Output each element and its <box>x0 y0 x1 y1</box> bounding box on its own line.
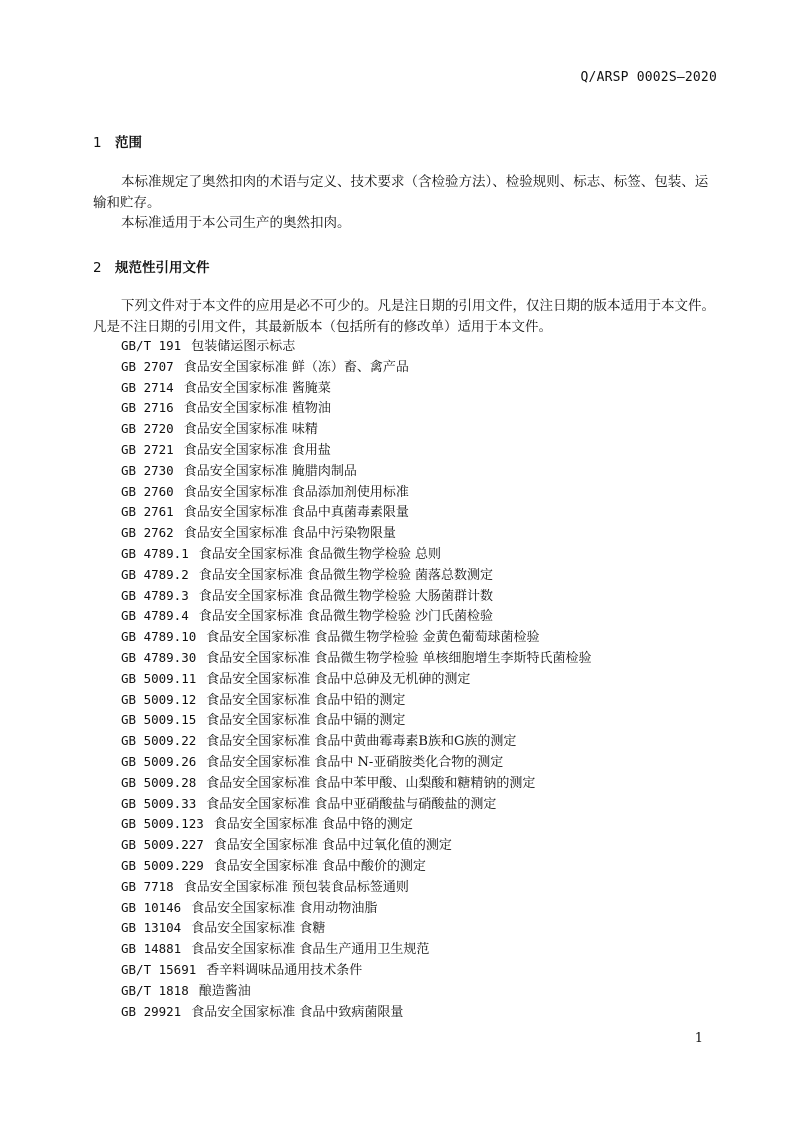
section-number: 2 <box>93 260 102 276</box>
reference-title: 食品安全国家标准 味精 <box>183 422 318 438</box>
reference-item <box>121 710 592 731</box>
reference-code: GB 4789.30 <box>121 649 197 665</box>
reference-title: 食品安全国家标准 食品中真菌毒素限量 <box>183 505 409 521</box>
reference-code: GB 14881 <box>121 941 182 957</box>
reference-item <box>121 398 592 419</box>
reference-code: GB/T 1818 <box>121 982 189 998</box>
reference-title: 食品安全国家标准 食品中铬的测定 <box>213 817 413 833</box>
reference-title: 酿造酱油 <box>198 983 251 999</box>
reference-title: 食品安全国家标准 食品中苯甲酸、山梨酸和糖精钠的测定 <box>206 775 536 791</box>
reference-title: 食品安全国家标准 食品中污染物限量 <box>183 526 396 542</box>
reference-code: GB 29921 <box>121 1003 182 1019</box>
reference-title: 食品安全国家标准 腌腊肉制品 <box>183 463 357 479</box>
reference-title: 食品安全国家标准 食品微生物学检验 沙门氏菌检验 <box>198 609 493 625</box>
reference-code: GB 5009.15 <box>121 712 197 728</box>
reference-code: GB 4789.10 <box>121 629 197 645</box>
reference-title: 食品安全国家标准 食品中镉的测定 <box>206 713 406 729</box>
reference-title: 食品安全国家标准 食品微生物学检验 菌落总数测定 <box>198 567 493 583</box>
reference-item <box>121 606 592 627</box>
reference-code: GB 2761 <box>121 504 174 520</box>
standard-code: Q/ARSP 0002S—2020 <box>580 70 717 85</box>
reference-code: GB 4789.2 <box>121 566 189 582</box>
reference-code: GB 5009.12 <box>121 691 197 707</box>
reference-code: GB 2760 <box>121 483 174 499</box>
reference-title: 食品安全国家标准 食品中酸价的测定 <box>213 858 426 874</box>
reference-item <box>121 752 592 773</box>
reference-title: 食品安全国家标准 鲜（冻）畜、禽产品 <box>183 359 409 375</box>
paragraph-text: 本标准规定了奥然扣肉的术语与定义、技术要求（含检验方法）、检验规则、标志、标签、包装、运输和贮存。 <box>93 174 709 211</box>
reference-list <box>121 336 592 1022</box>
reference-item <box>121 835 592 856</box>
reference-title: 食品安全国家标准 食品微生物学检验 单核细胞增生李斯特氏菌检验 <box>206 650 592 666</box>
reference-code: GB 5009.33 <box>121 795 197 811</box>
reference-title: 食品安全国家标准 食品添加剂使用标准 <box>183 484 409 500</box>
reference-item <box>121 523 592 544</box>
reference-code: GB 2730 <box>121 462 174 478</box>
reference-item <box>121 419 592 440</box>
paragraph-text: 本标准适用于本公司生产的奥然扣肉。 <box>121 215 351 231</box>
reference-item <box>121 1002 592 1023</box>
section-heading-scope <box>93 131 142 151</box>
reference-item <box>121 960 592 981</box>
section-number: 1 <box>93 135 102 151</box>
reference-title: 食品安全国家标准 食品生产通用卫生规范 <box>191 942 430 958</box>
reference-item <box>121 586 592 607</box>
reference-title: 食品安全国家标准 食品中过氧化值的测定 <box>213 838 452 854</box>
section-title: 规范性引用文件 <box>115 260 210 276</box>
reference-title: 食品安全国家标准 食品中铅的测定 <box>206 692 406 708</box>
reference-item <box>121 544 592 565</box>
reference-title: 食品安全国家标准 食品中黄曲霉毒素B族和G族的测定 <box>206 734 517 750</box>
paragraph-text: 下列文件对于本文件的应用是必不可少的。凡是注日期的引用文件，仅注日期的版本适用于本文件。凡是不注日期的引用文件，其最新版本（包括所有的修改单）适用于本文件。 <box>93 298 715 335</box>
reference-item <box>121 627 592 648</box>
reference-item <box>121 814 592 835</box>
reference-title: 食品安全国家标准 食品中亚硝酸盐与硝酸盐的测定 <box>206 796 497 812</box>
reference-code: GB 5009.26 <box>121 753 197 769</box>
section-title: 范围 <box>115 135 142 151</box>
reference-item <box>121 877 592 898</box>
reference-code: GB 5009.123 <box>121 816 204 832</box>
reference-code: GB 2720 <box>121 421 174 437</box>
page-number: 1 <box>694 1031 703 1046</box>
reference-item <box>121 690 592 711</box>
reference-item <box>121 482 592 503</box>
reference-title: 食品安全国家标准 食品微生物学检验 总则 <box>198 546 441 562</box>
reference-item <box>121 461 592 482</box>
reference-code: GB 5009.22 <box>121 733 197 749</box>
reference-item <box>121 918 592 939</box>
reference-code: GB 2721 <box>121 441 174 457</box>
reference-code: GB 5009.227 <box>121 837 204 853</box>
reference-item <box>121 898 592 919</box>
reference-title: 食品安全国家标准 食品微生物学检验 金黄色葡萄球菌检验 <box>206 630 540 646</box>
reference-code: GB 2762 <box>121 525 174 541</box>
reference-title: 食品安全国家标准 食品中致病菌限量 <box>191 1004 404 1020</box>
reference-item <box>121 378 592 399</box>
reference-item <box>121 939 592 960</box>
reference-title: 包装储运图示标志 <box>191 339 296 354</box>
reference-title: 食品安全国家标准 食品中总砷及无机砷的测定 <box>206 671 471 687</box>
reference-item <box>121 648 592 669</box>
reference-title: 食品安全国家标准 食用盐 <box>183 442 331 458</box>
reference-code: GB 2716 <box>121 400 174 416</box>
reference-item <box>121 440 592 461</box>
reference-title: 香辛料调味品通用技术条件 <box>206 962 363 978</box>
reference-code: GB 2714 <box>121 379 174 395</box>
reference-title: 食品安全国家标准 植物油 <box>183 401 331 417</box>
reference-item <box>121 565 592 586</box>
reference-title: 食品安全国家标准 酱腌菜 <box>183 380 331 396</box>
reference-code: GB 2707 <box>121 358 174 374</box>
reference-code: GB/T 15691 <box>121 961 197 977</box>
reference-item <box>121 794 592 815</box>
reference-code: GB 5009.11 <box>121 670 197 686</box>
scope-paragraph-1 <box>93 172 717 213</box>
reference-item <box>121 357 592 378</box>
reference-title: 食品安全国家标准 食品中 N-亚硝胺类化合物的测定 <box>206 754 504 770</box>
reference-code: GB 10146 <box>121 899 182 915</box>
reference-code: GB 5009.229 <box>121 857 204 873</box>
section-heading-references <box>93 256 210 276</box>
reference-item <box>121 502 592 523</box>
reference-item <box>121 731 592 752</box>
reference-title: 食品安全国家标准 食用动物油脂 <box>191 900 378 916</box>
reference-item <box>121 669 592 690</box>
reference-code: GB 7718 <box>121 878 174 894</box>
reference-item <box>121 336 592 357</box>
reference-item <box>121 981 592 1002</box>
reference-code: GB/T 191 <box>121 338 182 353</box>
reference-item <box>121 856 592 877</box>
reference-title: 食品安全国家标准 预包装食品标签通则 <box>183 879 409 895</box>
references-intro-paragraph <box>93 296 717 337</box>
reference-title: 食品安全国家标准 食品微生物学检验 大肠菌群计数 <box>198 588 493 604</box>
reference-title: 食品安全国家标准 食糖 <box>191 921 326 937</box>
scope-paragraph-2 <box>93 213 717 234</box>
reference-code: GB 4789.4 <box>121 608 189 624</box>
reference-item <box>121 773 592 794</box>
reference-code: GB 5009.28 <box>121 774 197 790</box>
reference-code: GB 13104 <box>121 920 182 936</box>
reference-code: GB 4789.3 <box>121 587 189 603</box>
reference-code: GB 4789.1 <box>121 545 189 561</box>
